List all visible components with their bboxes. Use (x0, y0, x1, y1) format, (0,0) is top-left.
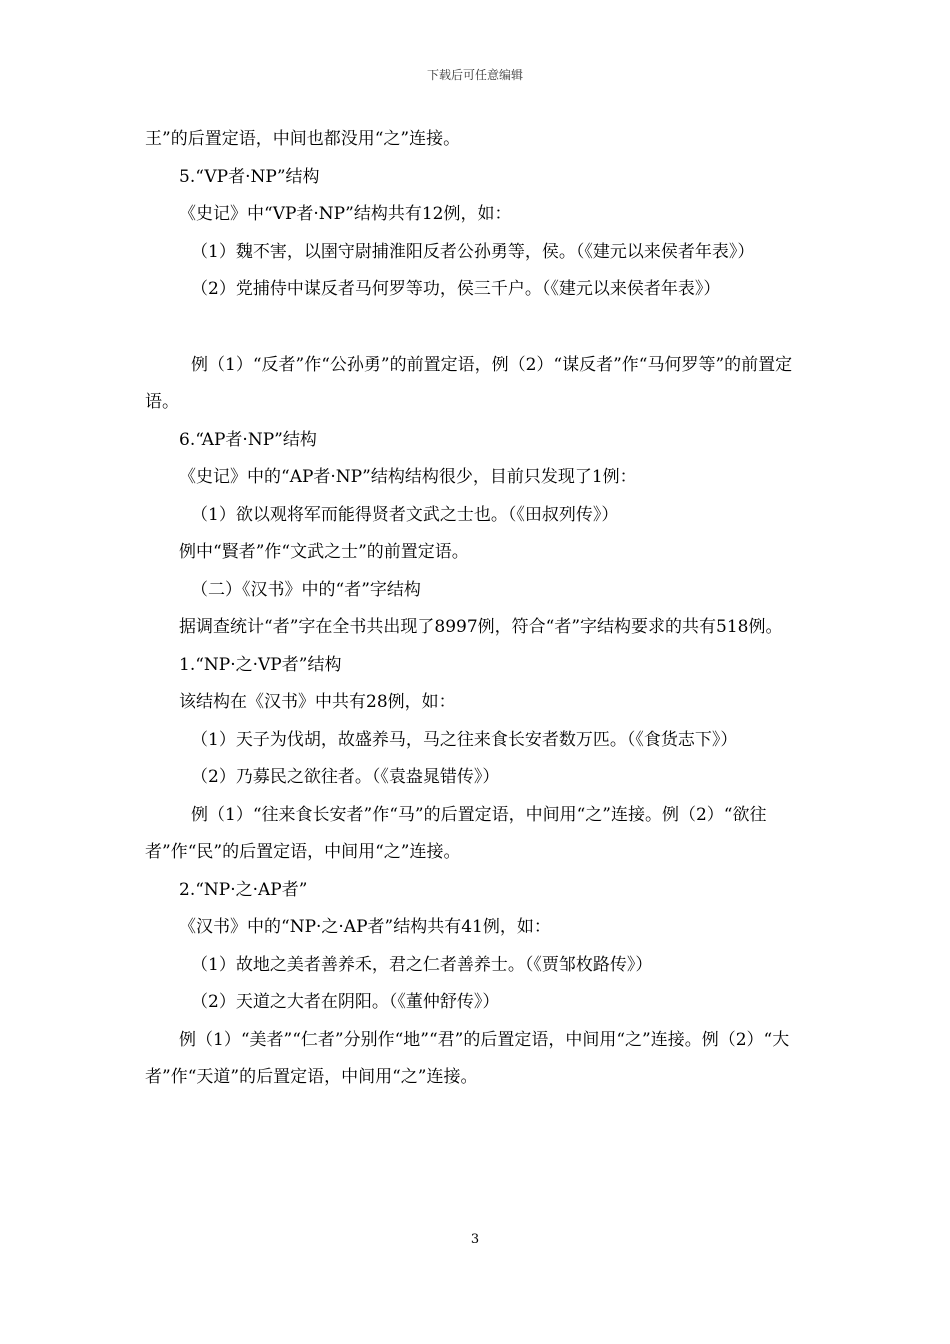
example-2: （2）党捕侍中谋反者马何罗等功，侯三千户。（《建元以来侯者年表》） (191, 279, 721, 299)
paragraph: 例中“賢者”作“文武之士”的前置定语。 (179, 542, 469, 562)
paragraph: 《史记》中的“AP者·NP”结构结构很少，目前只发现了1例： (179, 467, 637, 487)
paragraph-continuation: 王”的后置定语，中间也都没用“之”连接。 (145, 129, 461, 149)
paragraph: 《汉书》中的“NP·之·AP者”结构共有41例，如： (179, 917, 551, 937)
paragraph: 例（1）“反者”作“公孙勇”的前置定语，例（2）“谋反者”作“马何罗等”的前置定语。 (145, 354, 793, 412)
paragraph: 该结构在《汉书》中共有28例，如： (179, 692, 456, 712)
section-heading-5: 5.“VP者·NP”结构 (179, 166, 320, 187)
paragraph: 例（1）“美者”“仁者”分别作“地”“君”的后置定语，中间用“之”连接。例（2）“大者”作“天道”的后置定语，中间用“之”连接。 (145, 1029, 790, 1087)
paragraph: 《史记》中“VP者·NP”结构共有12例，如： (179, 204, 512, 224)
example-1: （1）欲以观将军而能得贤者文武之士也。（《田叔列传》） (191, 504, 619, 525)
section-heading-1: 1.“NP·之·VP者”结构 (179, 654, 342, 675)
example-1: （1）天子为伐胡，故盛养马，马之往来食长安者数万匹。（《食货志下》） (191, 729, 738, 750)
blank-line (145, 309, 810, 347)
document-body (145, 121, 810, 1097)
section-heading-2: 2.“NP·之·AP者” (179, 879, 308, 900)
example-2: （2）乃募民之欲往者。（《袁盎晁错传》） (191, 767, 500, 787)
example-2: （2）天道之大者在阴阳。（《董仲舒传》） (191, 992, 500, 1012)
paragraph: 例（1）“往来食长安者”作“马”的后置定语，中间用“之”连接。例（2）“欲往者”作“民”的后置定语，中间用“之”连接。 (145, 804, 767, 862)
example-1: （1）故地之美者善养禾，君之仁者善养士。（《贾邹枚路传》） (191, 954, 653, 975)
example-1: （1）魏不害，以圉守尉捕淮阳反者公孙勇等，侯。（《建元以来侯者年表》） (191, 241, 755, 262)
section-heading-2: （二）《汉书》中的“者”字结构 (191, 579, 421, 600)
page-header: 下载后可任意编辑 (426, 68, 523, 82)
page-number: 3 (470, 1232, 480, 1247)
section-heading-6: 6.“AP者·NP”结构 (179, 429, 317, 450)
paragraph: 据调查统计“者”字在全书共出现了8997例，符合“者”字结构要求的共有518例。 (179, 617, 783, 637)
